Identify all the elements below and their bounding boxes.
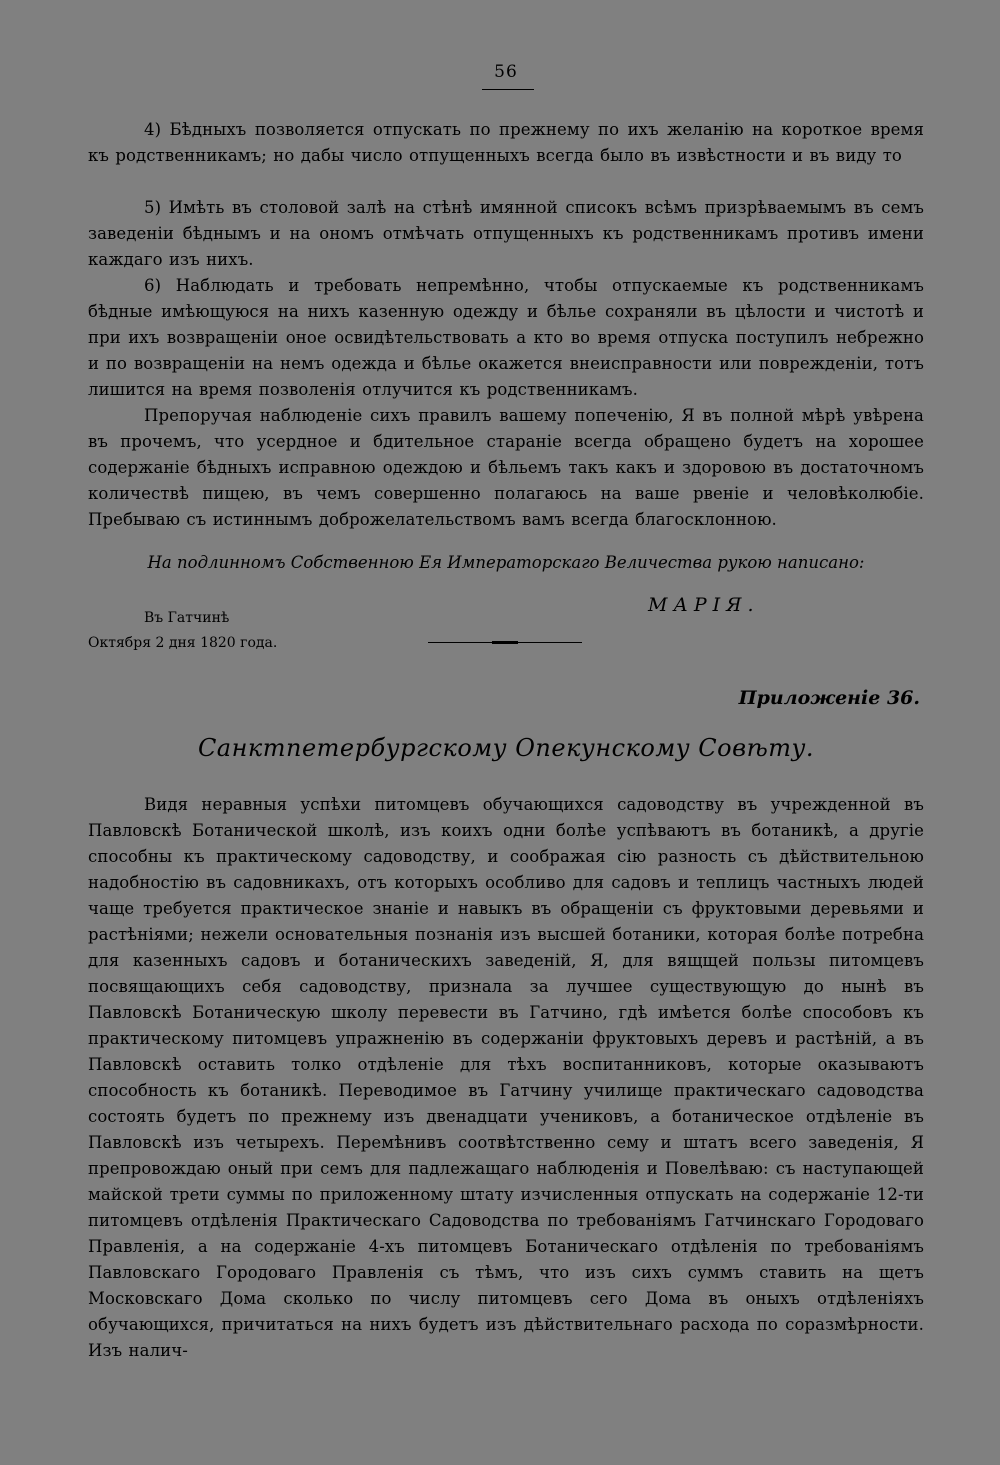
signature: МАРІЯ. [648,594,760,616]
paragraph-6: 6) Наблюдать и требовать непремѣнно, чтобы отпускаемые къ родственникамъ бѣдные имѣющуюся на нихъ казенную одежду и бѣлье сохраняли въ цѣлости и чистотѣ и при ихъ возвращеніи оное освидѣтельствовать а кто во время отпуска поступилъ небрежно и по возвращеніи на немъ одежда и бѣлье окажется внеисправности или поврежденіи, тотъ лишится на время позволенія отлучится къ родственникамъ. [88,276,924,399]
date-line: Октября 2 дня 1820 года. [88,635,278,651]
paragraph-closing: Препоручая наблюденіе сихъ правилъ вашему попеченію, Я въ полной мѣрѣ увѣрена въ прочемъ, что усердное и бдительное стараніе всегда обращено будетъ на хорошее содержаніе бѣдныхъ исправною одеждою и бѣльемъ такъ какъ и здоровою въ достаточномъ количествѣ пищею, въ чемъ совершенно полагаюсь на ваше рвеніе и человѣколюбіе. Пребываю съ истиннымъ доброжелательствомъ вамъ всегда благосклонною. [88,406,924,529]
original-note: На подлинномъ Собственною Ея Императорскаго Величества рукою написано: [147,553,865,572]
separator-rule-center [492,641,518,644]
place-line: Въ Гатчинѣ [144,610,230,626]
address-heading: Санктпетербургскому Опекунскому Совѣту. [197,734,815,762]
paragraph-5: 5) Имѣть въ столовой залѣ на стѣнѣ имянной списокъ всѣмъ призрѣваемымъ въ семъ заведеніи бѣднымъ и на ономъ отмѣчать отпущенныхъ къ родственникамъ противъ имени каждаго изъ нихъ. [88,198,924,269]
page-number-rule [482,89,534,90]
paragraph-main: Видя неравныя успѣхи питомцевъ обучающихся садоводству въ учрежденной въ Павловскѣ Ботанической школѣ, изъ коихъ одни болѣе успѣваютъ въ ботаникѣ, а другіе способны къ практическому садоводству, и соображая сію разность съ дѣйствительною надобностію въ садовникахъ, отъ которыхъ особливо для садовъ и теплицъ частныхъ людей чаще требуется практическое знаніе и навыкъ въ обращеніи съ фруктовыми деревьями и растѣніями; нежели основательныя познанія изъ высшей ботаники, которая болѣе потребна для казенныхъ садовъ и ботаническихъ заведеній, Я, для вящщей пользы питомцевъ посвящающихъ себя садоводству, признала за лучшее существующую до нынѣ въ Павловскѣ Ботаническую школу перевести въ Гатчино, гдѣ имѣется болѣе способовъ къ практическому питомцевъ упражненію въ содержаніи фруктовыхъ деревъ и растѣній, а въ Павловскѣ оставить толко отдѣленіе для тѣхъ воспитанниковъ, которые оказываютъ способность къ ботаникѣ. Переводимое въ Гатчину училище практическаго садоводства состоять будетъ по прежнему изъ двенадцати учениковъ, а ботаническое отдѣленіе въ Павловскѣ изъ четырехъ. Перемѣнивъ соотвѣтственно сему и штатъ всего заведенія, Я препровождаю оный при семъ для падлежащаго наблюденія и Повелѣваю: съ наступающей майской трети суммы по приложенному штату изчисленныя отпускать на содержаніе 12-ти питомцевъ отдѣленія Практическаго Садоводства по требованіямъ Гатчинскаго Городоваго Правленія, а на содержаніе 4-хъ питомцевъ Ботаническаго отдѣленія по требованіямъ Павловскаго Городоваго Правленія съ тѣмъ, что изъ сихъ суммъ ставить на щетъ Московскаго Дома сколько по числу питомцевъ сего Дома въ оныхъ отдѣленіяхъ обучающихся, причитаться на нихъ будетъ изъ дѣйствительнаго расхода по соразмѣрности. Изъ налич- [88,795,924,1360]
paragraph-4: 4) Бѣдныхъ позволяется отпускать по прежнему по ихъ желанію на короткое время къ родственникамъ; но дабы число отпущенныхъ всегда было въ извѣстности и въ виду то [88,120,924,165]
appendix-label: Приложеніе 36. [738,687,920,709]
page-number: 56 [494,62,518,82]
